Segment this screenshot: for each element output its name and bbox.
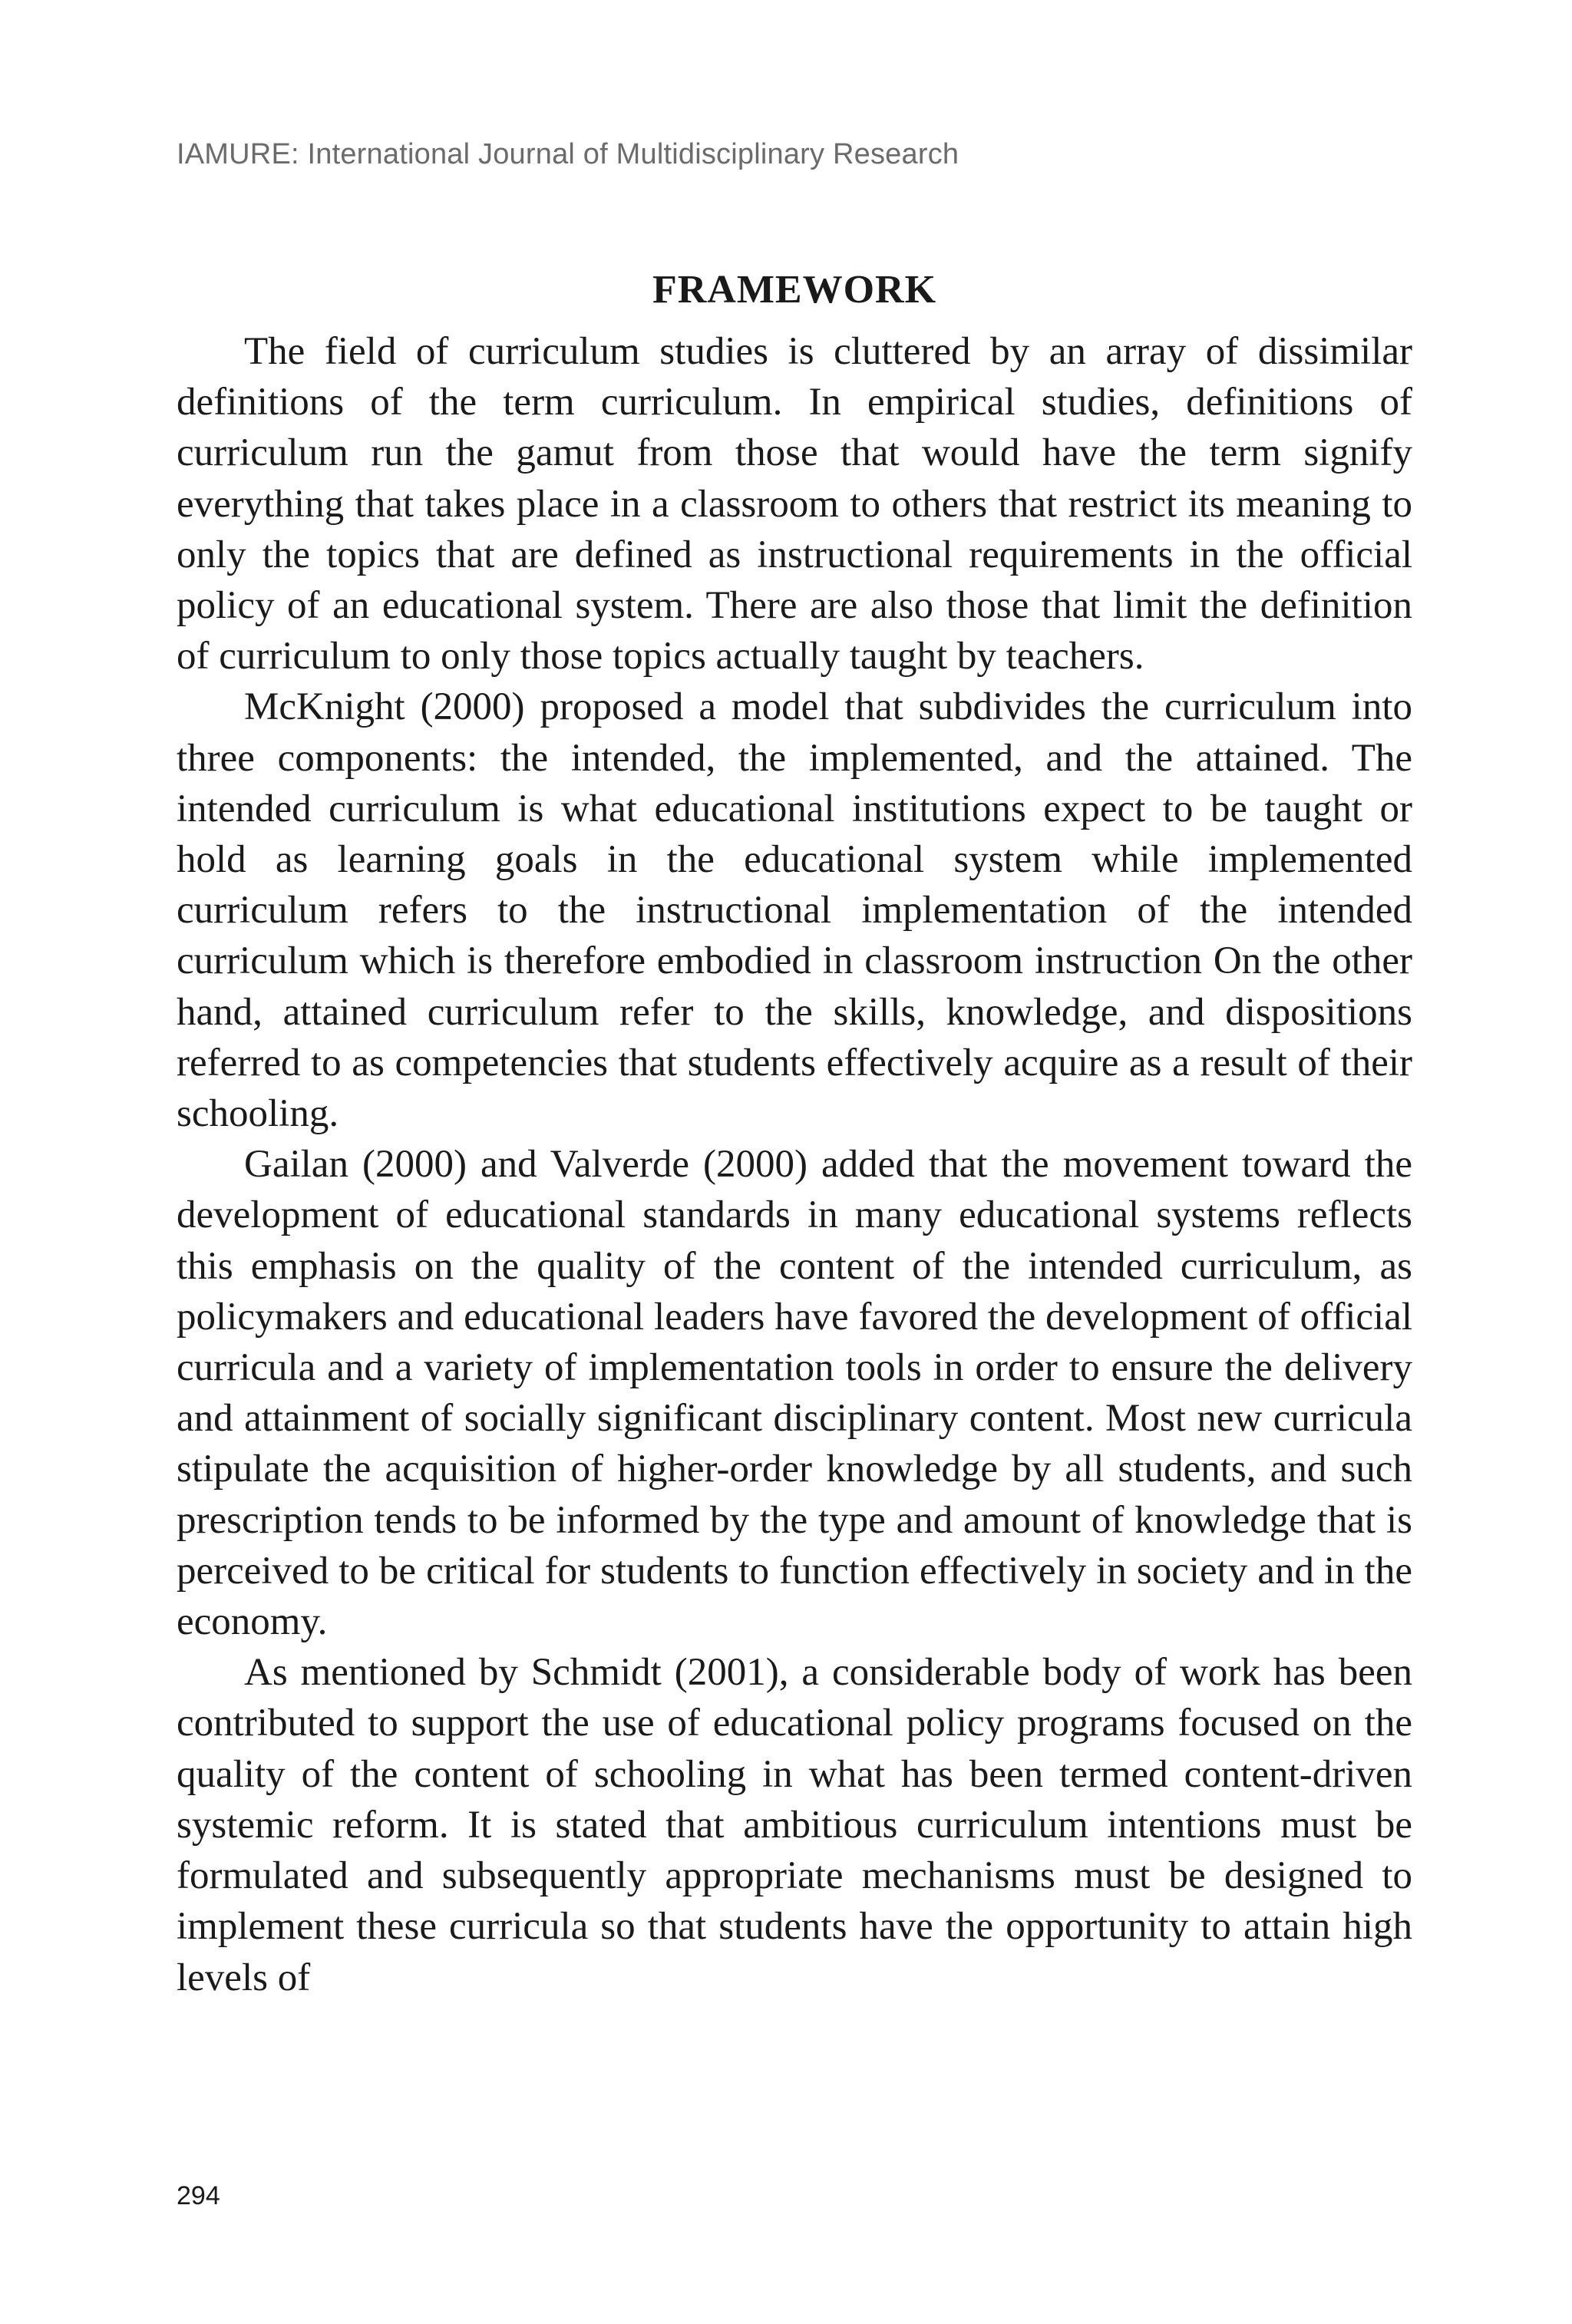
- paragraph-educational-standards: Gailan (2000) and Valverde (2000) added that the movement toward the development of educational standards in many educational systems reflects this emphasis on the quality of the content of the intended curriculum, as policymakers and educational leaders have favored the development of official curricula and a variety of implementation tools in order to ensure the delivery and attainment of socially significant disciplinary content. Most new curricula stipulate the acquisition of higher-order knowledge by all students, and such prescription tends to be informed by the type and amount of knowledge that is perceived to be critical for students to function effectively in society and in the economy.: [177, 1143, 1412, 1644]
- paragraph-systemic-reform: As mentioned by Schmidt (2001), a considerable body of work has been contributed to support the use of educational policy programs focused on the quality of the content of schooling in what has been termed content-driven systemic reform. It is stated that ambitious curriculum intentions must be formulated and subsequently appropriate mechanisms must be designed to implement these curricula so that students have the opportunity to attain high levels of: [177, 1651, 1412, 1999]
- running-header-journal-title: IAMURE: International Journal of Multidisciplinary Research: [177, 138, 959, 170]
- paragraph-curriculum-definitions: The field of curriculum studies is cluttered by an array of dissimilar definitions of the term curriculum. In empirical studies, definitions of curriculum run the gamut from those that would have the term signify everything that takes place in a classroom to others that restrict its meaning to only the topics that are defined as instructional requirements in the official policy of an educational system. There are also those that limit the definition of curriculum to only those topics actually taught by teachers.: [177, 330, 1412, 678]
- body-text: [177, 326, 1412, 2003]
- paragraph-mcknight-model: McKnight (2000) proposed a model that subdivides the curriculum into three components: the intended, the implemented, and the attained. The intended curriculum is what educational institutions expect to be taught or hold as learning goals in the educational system while implemented curriculum refers to the instructional implementation of the intended curriculum which is therefore embodied in classroom instruction On the other hand, attained curriculum refer to the skills, knowledge, and dispositions referred to as competencies that students effectively acquire as a result of their schooling.: [177, 685, 1412, 1136]
- section-heading: FRAMEWORK: [652, 268, 937, 312]
- page-number: 294: [177, 2181, 220, 2210]
